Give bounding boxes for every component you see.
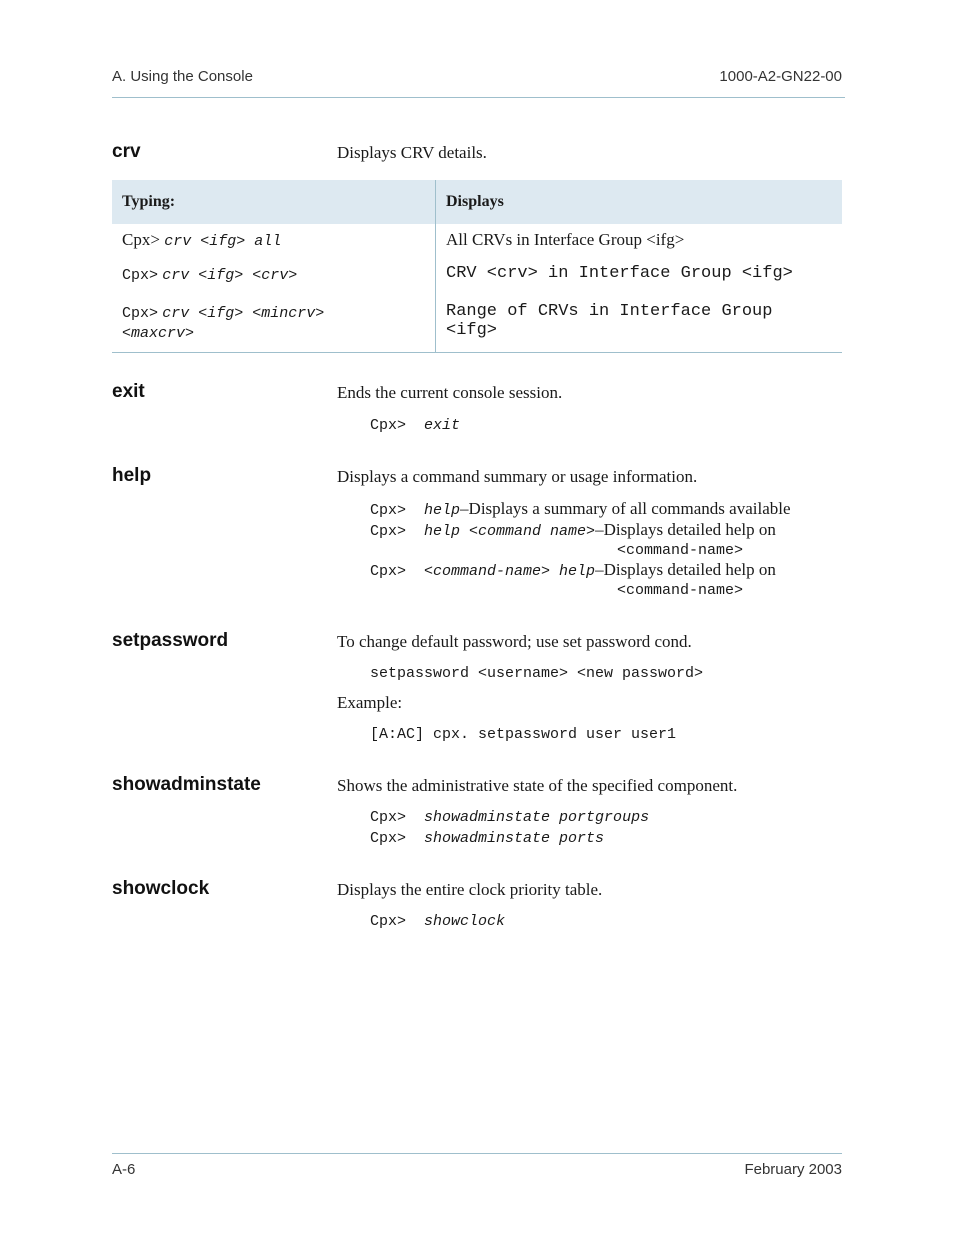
prompt: Cpx>	[370, 809, 407, 826]
prompt: Cpx>	[122, 230, 160, 249]
term-showclock: showclock	[112, 878, 210, 899]
footer-rule	[112, 1153, 842, 1154]
command: showadminstate portgroups	[424, 809, 650, 826]
showadminstate-line-2	[370, 830, 604, 847]
desc-crv: Displays CRV details.	[337, 143, 487, 162]
code-exit	[370, 417, 460, 434]
table-cell-display: Range of CRVs in Interface Group <ifg>	[436, 298, 843, 353]
help-line-1	[370, 499, 791, 519]
page-number: A-6	[112, 1161, 136, 1178]
table-header-displays: Displays	[436, 180, 843, 224]
term-exit: exit	[112, 381, 145, 402]
code-showclock	[370, 913, 505, 930]
prompt: Cpx>	[122, 305, 159, 322]
footer-date: February 2003	[744, 1161, 842, 1178]
help-line-text: –Displays detailed help on	[595, 520, 776, 539]
command: crv <ifg> <mincrv>	[162, 305, 325, 322]
prompt: Cpx>	[370, 523, 407, 540]
command: help <command name>	[424, 523, 596, 540]
table-cell-display: All CRVs in Interface Group <ifg>	[446, 230, 685, 249]
table-cell-display: CRV <crv> in Interface Group <ifg>	[446, 264, 793, 283]
prompt: Cpx>	[370, 417, 407, 434]
help-line-3	[370, 560, 776, 580]
help-line-text: –Displays detailed help on	[595, 560, 776, 579]
command: exit	[424, 417, 461, 434]
example-label: Example:	[337, 693, 403, 712]
prompt: Cpx>	[370, 913, 407, 930]
table-row	[112, 260, 842, 298]
term-help: help	[112, 465, 152, 486]
term-setpassword: setpassword	[112, 630, 229, 651]
showadminstate-line-1	[370, 809, 649, 826]
prompt: Cpx>	[122, 267, 159, 284]
help-line-3-continuation: <command-name>	[617, 582, 744, 599]
crv-command-table	[112, 180, 842, 353]
help-line-text: –Displays a summary of all commands available	[460, 499, 791, 518]
prompt: Cpx>	[370, 502, 407, 519]
desc-showclock: Displays the entire clock priority table.	[337, 880, 603, 899]
command: showclock	[424, 913, 506, 930]
desc-setpassword: To change default password; use set password cond.	[337, 632, 692, 651]
command: showadminstate ports	[424, 830, 605, 847]
command-continuation: <maxcrv>	[122, 325, 195, 342]
prompt: Cpx>	[370, 563, 407, 580]
desc-exit: Ends the current console session.	[337, 383, 563, 402]
table-header-typing: Typing:	[112, 180, 436, 224]
term-crv: crv	[112, 141, 141, 162]
command: help	[424, 502, 461, 519]
header-rule	[112, 97, 845, 98]
help-line-2-continuation: <command-name>	[617, 542, 744, 559]
desc-help: Displays a command summary or usage information.	[337, 467, 698, 486]
code-setpassword-example: [A:AC] cpx. setpassword user user1	[370, 726, 677, 743]
command: crv <ifg> <crv>	[162, 267, 298, 284]
table-row	[112, 298, 842, 353]
code-setpassword-syntax: setpassword <username> <new password>	[370, 665, 704, 682]
running-header-doc-id: 1000-A2-GN22-00	[719, 68, 842, 85]
table-row	[112, 224, 842, 260]
running-header-section: A. Using the Console	[112, 68, 253, 85]
prompt: Cpx>	[370, 830, 407, 847]
term-showadminstate: showadminstate	[112, 774, 261, 795]
help-line-2	[370, 520, 776, 540]
desc-showadminstate: Shows the administrative state of the specified component.	[337, 776, 738, 795]
command: crv <ifg> all	[164, 233, 282, 250]
command: <command-name> help	[424, 563, 596, 580]
